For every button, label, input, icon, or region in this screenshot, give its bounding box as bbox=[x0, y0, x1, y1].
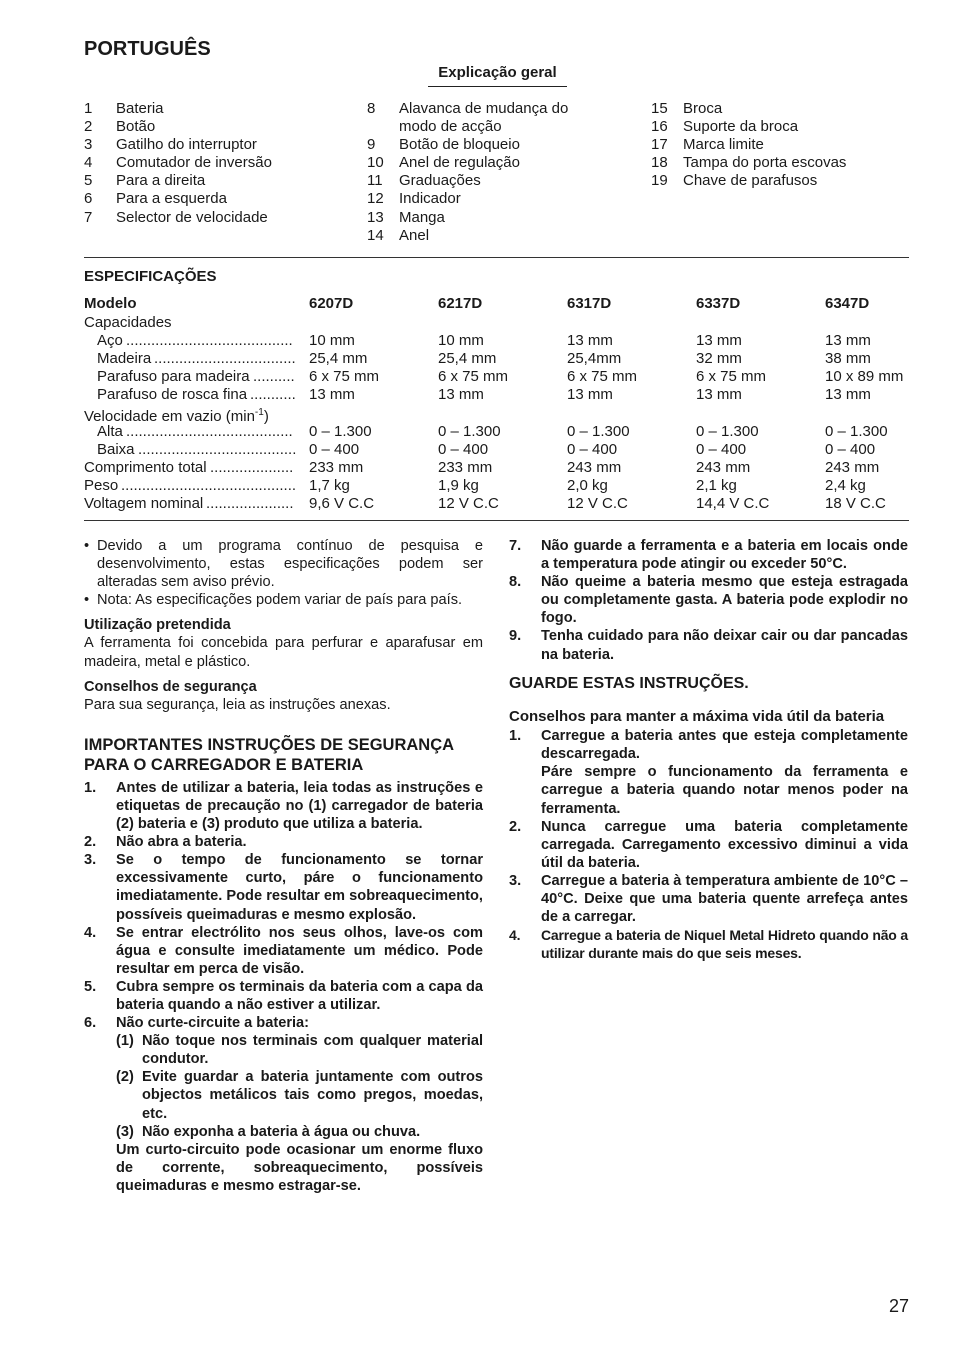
spec-value-cell: 243 mm bbox=[696, 459, 751, 476]
spec-value-cell: 2,1 kg bbox=[696, 477, 737, 494]
spec-value-cell: 25,4 mm bbox=[438, 350, 497, 367]
spec-row-label: Alta bbox=[97, 423, 123, 440]
spec-value-cell: 38 mm bbox=[825, 350, 871, 367]
instruction-item: 2. Não abra a bateria. bbox=[84, 834, 247, 851]
spec-row-label: Parafuso para madeira bbox=[97, 368, 250, 385]
battery-life-heading: Conselhos para manter a máxima vida útil da bateria bbox=[509, 708, 885, 726]
important-safety-heading: IMPORTANTES INSTRUÇÕES DE SEGURANÇA PARA O CARREGADOR E BATERIA bbox=[84, 735, 454, 775]
spec-value-cell: 1,9 kg bbox=[438, 477, 479, 494]
spec-value-cell: 13 mm bbox=[696, 332, 742, 349]
spec-value-cell: 0 – 1.300 bbox=[438, 423, 501, 440]
spec-row bbox=[84, 368, 914, 386]
spec-value-cell: 233 mm bbox=[438, 459, 493, 476]
battery-tip-item: 2. Nunca carregue uma bateria completamente carregada. Carregamento excessivo diminui a vida útil da bateria. bbox=[509, 818, 908, 871]
spec-row bbox=[84, 350, 914, 368]
divider bbox=[84, 520, 909, 521]
battery-tip-item: 3. Carregue a bateria à temperatura ambiente de 10°C – 40°C. Deixe que uma bateria quente arrefeça antes de a carregar. bbox=[509, 872, 908, 926]
legend-item: 9 Botão de bloqueio bbox=[367, 136, 520, 154]
legend-item: 8 Alavanca de mudança do modo de acção bbox=[367, 100, 569, 136]
spec-row-label: Baixa bbox=[97, 441, 135, 458]
spec-row-label: Voltagem nominal bbox=[84, 495, 204, 512]
spec-value-cell: 10 mm bbox=[438, 332, 484, 349]
spec-value-cell: 0 – 400 bbox=[696, 441, 747, 458]
spec-row-label: Peso bbox=[84, 477, 119, 494]
legend-item: 18 Tampa do porta escovas bbox=[651, 154, 847, 172]
intended-use-text: A ferramenta foi concebida para perfurar e aparafusar em madeira, metal e plástico. bbox=[84, 635, 483, 670]
spec-value-cell: 18 V C.C bbox=[825, 495, 886, 512]
instruction-item: 1. Antes de utilizar a bateria, leia todas as instruções e etiquetas de precaução no (1) carregador de bateria (2) bateria e (3) produto que utiliza a bateria. bbox=[84, 779, 483, 833]
page-language-title: PORTUGUÊS bbox=[84, 38, 211, 60]
save-instructions-heading: GUARDE ESTAS INSTRUÇÕES. bbox=[509, 674, 749, 692]
battery-tip-item: 1. Carregue a bateria antes que esteja completamente descarregada. Páre sempre o funcionamento da ferramenta e carregue a bateria quando notar menos poder na ferramenta. bbox=[509, 728, 908, 817]
spec-row-leader-dots: .......................................... bbox=[121, 477, 297, 494]
spec-value-cell: 13 mm bbox=[438, 386, 484, 403]
page-number: 27 bbox=[888, 1296, 909, 1316]
spec-row-leader-dots: .................... bbox=[210, 459, 294, 476]
spec-capacities-label: Capacidades bbox=[84, 314, 172, 331]
spec-value-cell: 0 – 1.300 bbox=[567, 423, 630, 440]
spec-row-leader-dots: .................................. bbox=[154, 350, 296, 367]
spec-value-cell: 0 – 400 bbox=[825, 441, 876, 458]
spec-value-cell: 243 mm bbox=[567, 459, 622, 476]
short-circuit-note: Um curto-circuito pode ocasionar um enorme fluxo de corrente, sobreaquecimento, possíveis queimaduras e mesmo estragar-se. bbox=[116, 1141, 483, 1194]
spec-value-cell: 6 x 75 mm bbox=[309, 368, 380, 385]
legend-item: 13 Manga bbox=[367, 208, 445, 226]
bullet-item: • Devido a um programa contínuo de pesquisa e desenvolvimento, estas especificações podem ser alteradas sem aviso prévio. bbox=[84, 538, 483, 591]
spec-row-label: Aço bbox=[97, 332, 123, 349]
legend-item: 19 Chave de parafusos bbox=[651, 172, 818, 190]
spec-value-cell: 6 x 75 mm bbox=[567, 368, 638, 385]
specs-title: ESPECIFICAÇÕES bbox=[84, 268, 217, 285]
spec-row bbox=[84, 459, 914, 477]
spec-value-cell: 6 x 75 mm bbox=[438, 368, 509, 385]
spec-row bbox=[84, 477, 914, 495]
spec-row bbox=[84, 332, 914, 350]
safety-text: Para sua segurança, leia as instruções anexas. bbox=[84, 696, 391, 713]
spec-value-cell: 14,4 V C.C bbox=[696, 495, 770, 512]
spec-row-label: Parafuso de rosca fina bbox=[97, 386, 248, 403]
spec-speed-label: Velocidade em vazio $(\min^{-1})$ bbox=[84, 407, 269, 425]
spec-value-cell: 9,6 V C.C bbox=[309, 495, 375, 512]
instruction-item: 6. Não curte-circuite a bateria: bbox=[84, 1015, 310, 1032]
spec-value-cell: 32 mm bbox=[696, 350, 742, 367]
spec-value-cell: 10 x 89 mm bbox=[825, 368, 904, 385]
legend-column-2 bbox=[367, 100, 587, 245]
spec-value-cell: 13 mm bbox=[696, 386, 742, 403]
battery-tip-item: 4. Carregue a bateria de Niquel Metal Hidreto quando não a utilizar durante mais do que seis meses. bbox=[509, 927, 908, 962]
instruction-item: 4. Se entrar electrólito nos seus olhos, lave-os com água e consulte imediatamente um médico. Pode resultar em perca de visão. bbox=[84, 924, 483, 977]
spec-row-leader-dots: .......... bbox=[253, 368, 295, 385]
spec-value-cell: 0 – 400 bbox=[438, 441, 489, 458]
spec-row-leader-dots: ...................................... bbox=[138, 441, 297, 458]
spec-value-cell: 10 mm bbox=[309, 332, 355, 349]
divider bbox=[84, 257, 909, 258]
legend-item: 10 Anel de regulação bbox=[367, 154, 520, 172]
legend-item: 6 Para a esquerda bbox=[84, 190, 227, 208]
spec-value-cell: 13 mm bbox=[825, 386, 871, 403]
spec-value-cell: 6 x 75 mm bbox=[696, 368, 767, 385]
legend-item: 2 Botão bbox=[84, 118, 156, 136]
instruction-item: 5. Cubra sempre os terminais da bateria com a capa da bateria quando a não estiver a utilizar. bbox=[84, 978, 483, 1013]
bullet-item: • Nota: As especificações podem variar de país para país. bbox=[84, 592, 463, 609]
spec-value-cell: 0 – 1.300 bbox=[696, 423, 759, 440]
spec-model-row: Modelo 6207D 6217D 6317D 6337D 6347D bbox=[84, 295, 870, 312]
legend-column-1 bbox=[84, 100, 354, 227]
spec-value-cell: 13 mm bbox=[567, 332, 613, 349]
sub-instruction-item: (2) Evite guardar a bateria juntamente com outros objectos metálicos tais como pregos, moedas, etc. bbox=[116, 1069, 483, 1122]
legend-item: 5 Para a direita bbox=[84, 172, 206, 190]
spec-value-cell: 13 mm bbox=[567, 386, 613, 403]
spec-row-label: Comprimento total bbox=[84, 459, 207, 476]
instruction-item: 9. Tenha cuidado para não deixar cair ou dar pancadas na bateria. bbox=[509, 628, 908, 663]
spec-value-cell: 12 V C.C bbox=[438, 495, 499, 512]
spec-row-label: Madeira bbox=[97, 350, 152, 367]
spec-value-cell: 0 – 400 bbox=[567, 441, 618, 458]
right-column bbox=[509, 537, 908, 962]
spec-row-leader-dots: ........................................ bbox=[126, 332, 293, 349]
spec-row-leader-dots: ..................... bbox=[206, 495, 294, 512]
spec-value-cell: 25,4 mm bbox=[309, 350, 368, 367]
legend-column-3 bbox=[651, 100, 911, 190]
spec-row-leader-dots: ........................................ bbox=[126, 423, 293, 440]
spec-row-leader-dots: ........... bbox=[250, 386, 296, 403]
spec-value-cell: 13 mm bbox=[825, 332, 871, 349]
legend-item: 4 Comutador de inversão bbox=[84, 154, 272, 172]
legend-item: 3 Gatilho do interruptor bbox=[84, 136, 257, 154]
spec-value-cell: 2,4 kg bbox=[825, 477, 866, 494]
spec-row bbox=[84, 386, 914, 404]
legend-item: 14 Anel bbox=[367, 226, 430, 244]
legend-item: 11 Graduações bbox=[367, 172, 481, 190]
spec-value-cell: 243 mm bbox=[825, 459, 880, 476]
spec-row bbox=[84, 495, 914, 513]
spec-value-cell: 2,0 kg bbox=[567, 477, 608, 494]
section-title-general-explanation: Explicação geral bbox=[428, 64, 567, 87]
spec-value-cell: 12 V C.C bbox=[567, 495, 628, 512]
intended-use-title: Utilização pretendida bbox=[84, 617, 231, 634]
legend-item: 15 Broca bbox=[651, 100, 723, 117]
instruction-item: 7. Não guarde a ferramenta e a bateria em locais onde a temperatura pode atingir ou exceder 50°C. bbox=[509, 538, 908, 573]
safety-title: Conselhos de segurança bbox=[84, 678, 257, 695]
spec-value-cell: 0 – 1.300 bbox=[825, 423, 888, 440]
spec-row bbox=[84, 441, 914, 459]
spec-value-cell: 1,7 kg bbox=[309, 477, 350, 494]
spec-value-cell: 13 mm bbox=[309, 386, 355, 403]
spec-value-cell: 0 – 1.300 bbox=[309, 423, 372, 440]
legend-item: 17 Marca limite bbox=[651, 136, 764, 154]
legend-item: 1 Bateria bbox=[84, 100, 164, 117]
sub-instruction-item: (1) Não toque nos terminais com qualquer material condutor. bbox=[116, 1033, 483, 1068]
legend-item: 7 Selector de velocidade bbox=[84, 208, 268, 226]
spec-value-cell: 0 – 400 bbox=[309, 441, 360, 458]
instruction-item: 3. Se o tempo de funcionamento se tornar excessivamente curto, páre o funcionamento imediatamente. Pode resultar em sobreaquecimento, possíveis queimaduras e mesmo explosão. bbox=[84, 852, 483, 923]
legend-item: 16 Suporte da broca bbox=[651, 118, 799, 136]
spec-value-cell: 25,4mm bbox=[567, 350, 622, 367]
sub-instruction-item: (3) Não exponha a bateria à água ou chuva. bbox=[116, 1123, 421, 1140]
legend-item: 12 Indicador bbox=[367, 190, 461, 208]
instruction-item: 8. Não queime a bateria mesmo que esteja estragada ou completamente gasta. A bateria pode explodir no fogo. bbox=[509, 574, 908, 627]
left-column bbox=[84, 537, 483, 1195]
spec-value-cell: 233 mm bbox=[309, 459, 364, 476]
